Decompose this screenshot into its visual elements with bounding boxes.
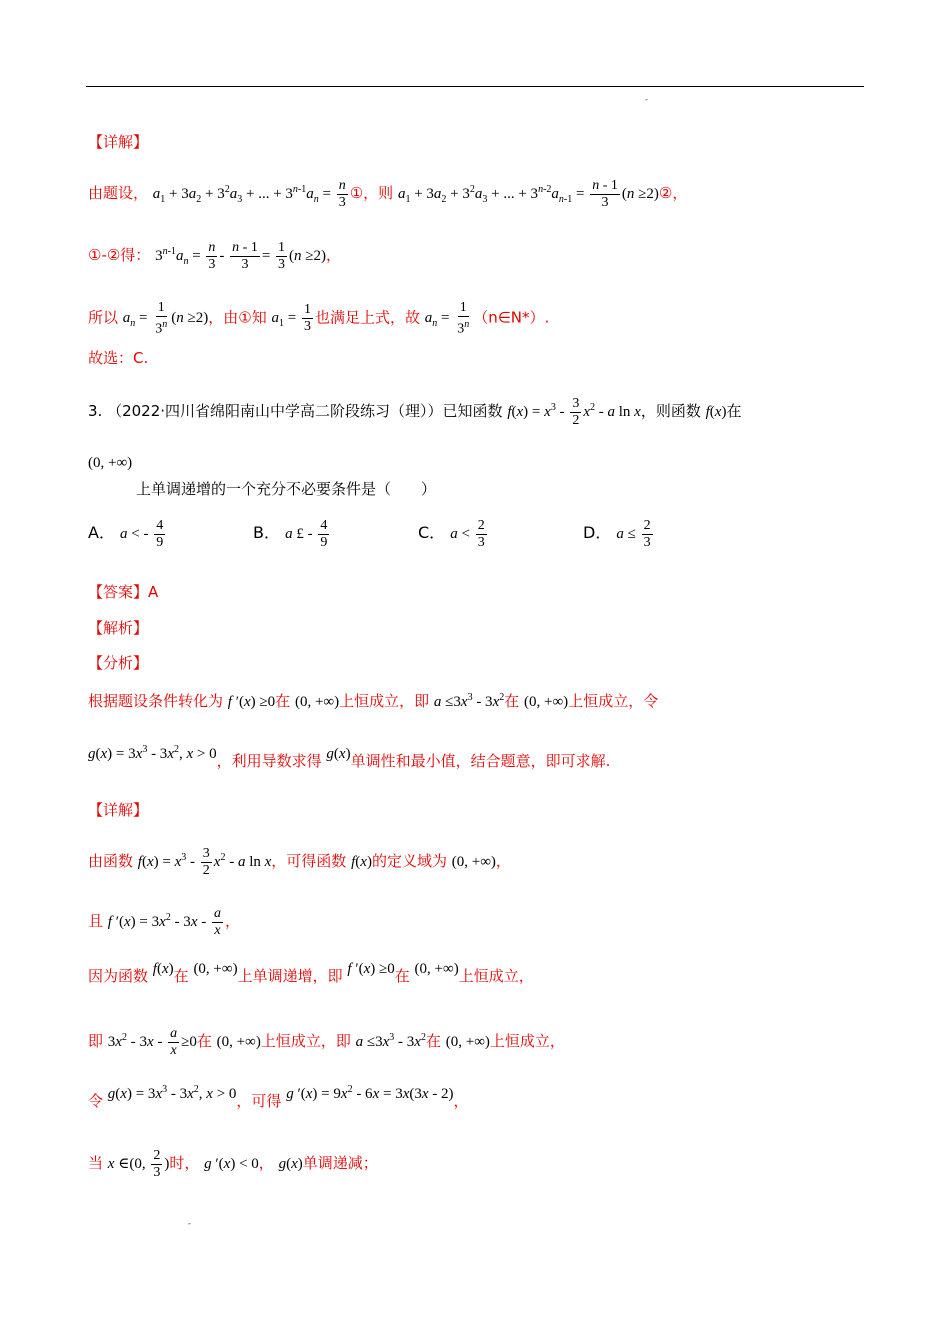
math-an-final: $a_n$ = $\frac{1}{3^n}$ [424,300,470,337]
text: （n∈N*）. [473,308,550,327]
math-interval: (0, +∞) [88,455,133,471]
answer: 【答案】A [88,583,159,601]
math: (0, +∞) [193,961,238,977]
text: ①，则 [349,183,394,202]
sec1-choice: 故选：C. [88,349,149,367]
text: ， [326,245,342,264]
math: f(x) [152,961,174,977]
text: ，利用导数求得 [216,752,322,770]
math: g(x) [326,746,351,762]
math: $g(x) = 3x^3 - 3x^2$, x > 0 [88,744,217,762]
text: 在 [275,692,291,710]
text: 上单调递增，即 [237,967,343,985]
text: 在 [425,1031,441,1050]
text: 令 [88,1092,104,1110]
text: 上恒成立，即 [260,1031,351,1050]
math: f $'(x) = 3x^2 - 3x$ - $\frac{a}{x}$ [107,906,221,938]
text: 在 [726,401,742,420]
detail-line-3 [88,961,534,987]
math: (0, +∞) [216,1033,261,1050]
text: ， [258,1153,274,1172]
math: $a \le 3x^3 - 3x^2$ [355,1031,426,1050]
math: (0, +∞) [445,1033,490,1050]
text: 在 [394,967,410,985]
fenxi-line-1 [88,688,658,712]
text: ，由①知 [208,308,267,327]
fenxi-heading: 【分析】 [88,654,149,672]
detail-line-5 [88,1084,469,1112]
option-label: A． [88,522,115,542]
math: (0, +∞) [451,853,496,870]
math: g ′(x) < 0 [204,1155,259,1172]
text: 的定义域为 [371,851,447,870]
text: 上恒成立，令 [568,692,659,710]
text: 单调性和最小值，结合题意，即可求解. [350,752,611,770]
text: 由题设， [88,183,149,202]
math: (0, +∞) [524,694,569,710]
text: ，可得 [236,1092,282,1110]
math: $g(x) = 3x^3 - 3x^2$, x > 0 [107,1084,237,1102]
footer-mark: ″ [188,1222,191,1231]
text: ，可得函数 [271,851,347,870]
option-label: C． [418,522,446,542]
text: （2022·四川省绵阳南山中学高二阶段练习（理））已知函数 [107,401,503,420]
math-sum-2: $a_1 + 3a_2 + 3^2a_3$ + ... + $3^{n-2}a_{n-1}$ = $\frac{n - 1}{3}$ (n ≥2) [397,178,659,210]
math-a1: $a_1$ = $\frac{1}{3}$ [271,302,311,335]
header-rule [86,86,864,87]
analysis-heading: 【解析】 [88,619,149,637]
text: 根据题设条件转化为 [88,692,224,710]
detail-line-6 [88,1148,378,1181]
text: 也满足上式，故 [314,308,420,327]
math: $a \le 3x^3 - 3x^2$ [433,692,505,710]
text: ②， [658,183,688,202]
text: 上恒成立， [489,1031,565,1050]
text: ，则函数 [640,401,701,420]
detail-line-4 [88,1026,565,1059]
math: a < $\frac{2}{3}$ [450,518,485,550]
sec1-line-3 [88,300,549,338]
math: (0, +∞) [294,694,340,710]
math: $3x^2 - 3x$ - $\frac{a}{x}$ ≥0 [107,1026,197,1058]
text: 上恒成立，即 [339,692,430,710]
math: a ≤ $\frac{2}{3}$ [616,518,651,550]
detail-line-1 [88,846,511,879]
text: 单调递减； [302,1153,378,1172]
text: ， [224,911,240,930]
q3-line-1 [88,396,741,429]
math-an: $a_n$ = $\frac{1}{3^n}$ (n ≥2) [122,300,209,337]
math: a < - $\frac{4}{9}$ [120,518,164,550]
fenxi-line-2 [88,744,611,772]
text: 即 [88,1031,104,1050]
option-a[interactable] [88,518,167,551]
text: 由函数 [88,851,134,870]
option-d[interactable] [583,518,655,551]
math-sum: $a_1 + 3a_2 + 3^2a_3$ + ... + $3^{n-1}a_n$ = $\frac{n}{3}$ [152,178,346,210]
option-b[interactable] [253,518,331,551]
text: 在 [196,1031,212,1050]
text: 上单调递增的一个充分不必要条件是（ ） [136,480,437,498]
detail-line-2 [88,906,240,939]
text: 且 [88,911,104,930]
detail-heading-1: 【详解】 [88,133,149,151]
text: 当 [88,1153,104,1172]
math: g(x) [278,1155,303,1172]
text: ①-②得： [88,245,151,264]
math: f ′(x) ≥0 [347,961,395,977]
text: 因为函数 [88,967,149,985]
text: 在 [173,967,189,985]
math-diff: $3^{n-1}a_n$ = $\frac{n}{3}$ - $\frac{n - 1}{3}$ = $\frac{1}{3}$ (n ≥2) [155,240,327,272]
q3-line-2 [88,455,437,499]
option-label: D． [583,522,612,542]
text: 所以 [88,308,119,327]
text: 时， [169,1153,200,1172]
sec1-line-1 [88,178,687,211]
math: a £ - $\frac{4}{9}$ [285,518,328,550]
math: x ∈(0, $\frac{2}{3}$ ) [107,1148,170,1180]
text: ， [495,851,511,870]
math: (0, +∞) [414,961,459,977]
text: 上恒成立， [458,967,534,985]
math: $f(x) = x^3$ - $\frac{3}{2}$ $x^2$ - a ln x [137,846,272,878]
option-c[interactable] [418,518,489,551]
text: ， [453,1092,469,1110]
question-number: 3. [88,401,103,420]
option-label: B． [253,522,280,542]
math: f(x) [351,853,372,870]
math-f: f(x) [705,403,727,420]
detail-heading-2: 【详解】 [88,801,149,819]
text: 在 [504,692,520,710]
math: f ′(x) ≥0 [227,694,276,710]
sec1-line-2 [88,240,341,273]
math-fx: $f(x) = x^3$ - $\frac{3}{2}$ $x^2$ - a ln x [507,396,641,428]
header-mark: ″ [645,98,648,107]
math: g $'(x) = 9x^2 - 6x = 3x(3x - 2)$ [286,1084,454,1102]
